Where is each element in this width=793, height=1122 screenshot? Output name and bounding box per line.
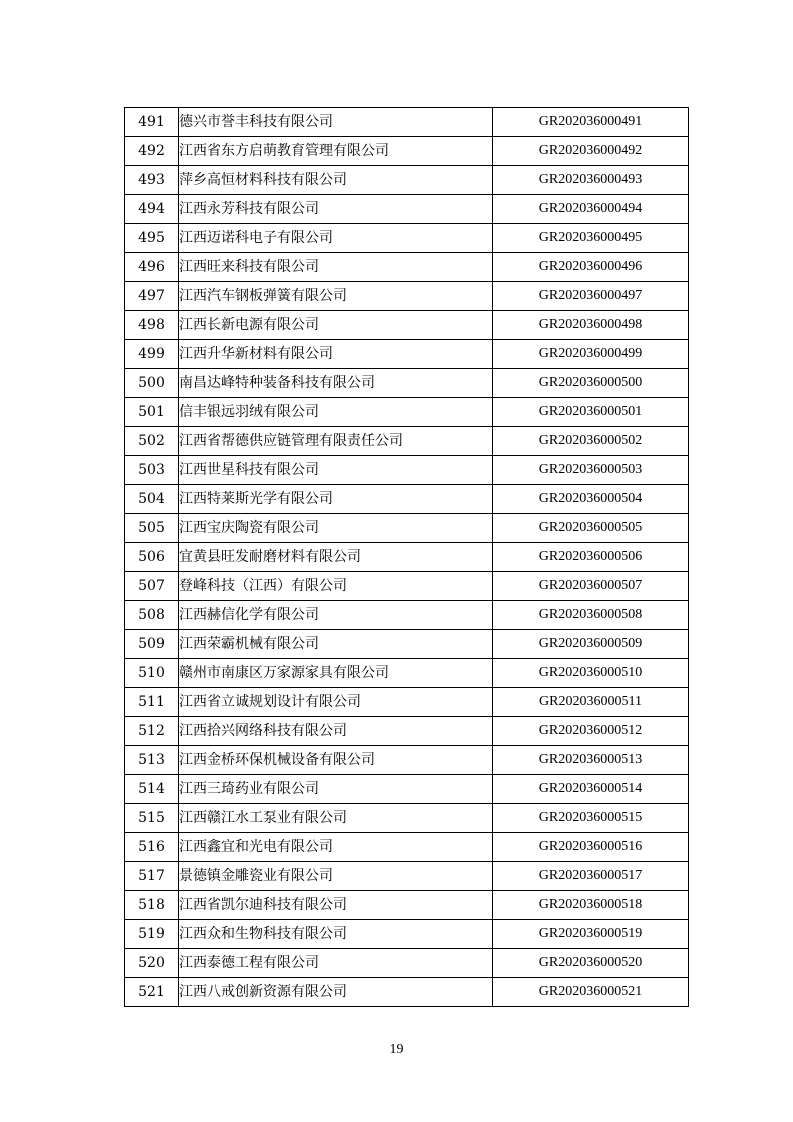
page-number: 19 [389, 1042, 404, 1057]
row-index: 517 [125, 862, 179, 891]
row-index: 498 [125, 311, 179, 340]
certificate-code: GR202036000516 [493, 833, 689, 862]
row-index: 499 [125, 340, 179, 369]
company-name: 信丰银远羽绒有限公司 [179, 398, 493, 427]
certificate-code: GR202036000491 [493, 108, 689, 137]
table-row [125, 340, 689, 369]
certificate-code: GR202036000518 [493, 891, 689, 920]
row-index: 505 [125, 514, 179, 543]
certificate-code: GR202036000520 [493, 949, 689, 978]
certificate-code: GR202036000501 [493, 398, 689, 427]
row-index: 515 [125, 804, 179, 833]
row-index: 495 [125, 224, 179, 253]
row-index: 518 [125, 891, 179, 920]
row-index: 503 [125, 456, 179, 485]
table-row [125, 920, 689, 949]
table-row [125, 108, 689, 137]
certificate-code: GR202036000506 [493, 543, 689, 572]
row-index: 514 [125, 775, 179, 804]
company-name: 景德镇金雕瓷业有限公司 [179, 862, 493, 891]
row-index: 510 [125, 659, 179, 688]
company-name: 宜黄县旺发耐磨材料有限公司 [179, 543, 493, 572]
table-row [125, 195, 689, 224]
table-row [125, 253, 689, 282]
row-index: 508 [125, 601, 179, 630]
company-name: 江西赣江水工泵业有限公司 [179, 804, 493, 833]
certificate-code: GR202036000515 [493, 804, 689, 833]
row-index: 494 [125, 195, 179, 224]
table-row [125, 485, 689, 514]
company-name: 江西金桥环保机械设备有限公司 [179, 746, 493, 775]
company-name: 江西世星科技有限公司 [179, 456, 493, 485]
table-row [125, 282, 689, 311]
company-name: 江西升华新材料有限公司 [179, 340, 493, 369]
table-row [125, 891, 689, 920]
company-name: 江西八戒创新资源有限公司 [179, 978, 493, 1007]
certificate-code: GR202036000492 [493, 137, 689, 166]
row-index: 519 [125, 920, 179, 949]
company-name: 江西宝庆陶瓷有限公司 [179, 514, 493, 543]
company-name: 江西旺来科技有限公司 [179, 253, 493, 282]
row-index: 496 [125, 253, 179, 282]
row-index: 493 [125, 166, 179, 195]
table-row [125, 311, 689, 340]
certificate-code: GR202036000505 [493, 514, 689, 543]
certificate-code: GR202036000497 [493, 282, 689, 311]
certificate-code: GR202036000496 [493, 253, 689, 282]
company-name: 江西鑫宜和光电有限公司 [179, 833, 493, 862]
table-row [125, 427, 689, 456]
row-index: 507 [125, 572, 179, 601]
certificate-code: GR202036000517 [493, 862, 689, 891]
row-index: 520 [125, 949, 179, 978]
certificate-code: GR202036000498 [493, 311, 689, 340]
row-index: 500 [125, 369, 179, 398]
row-index: 504 [125, 485, 179, 514]
company-list-table [124, 107, 689, 1007]
certificate-code: GR202036000500 [493, 369, 689, 398]
company-name: 江西特莱斯光学有限公司 [179, 485, 493, 514]
certificate-code: GR202036000510 [493, 659, 689, 688]
table-row [125, 572, 689, 601]
certificate-code: GR202036000509 [493, 630, 689, 659]
certificate-code: GR202036000502 [493, 427, 689, 456]
company-name: 江西长新电源有限公司 [179, 311, 493, 340]
company-name: 江西省立诚规划设计有限公司 [179, 688, 493, 717]
table-row [125, 630, 689, 659]
table-row [125, 166, 689, 195]
row-index: 501 [125, 398, 179, 427]
row-index: 516 [125, 833, 179, 862]
certificate-code: GR202036000494 [493, 195, 689, 224]
certificate-code: GR202036000512 [493, 717, 689, 746]
row-index: 497 [125, 282, 179, 311]
company-name: 江西迈诺科电子有限公司 [179, 224, 493, 253]
table-row [125, 137, 689, 166]
row-index: 502 [125, 427, 179, 456]
company-name: 江西省东方启萌教育管理有限公司 [179, 137, 493, 166]
row-index: 492 [125, 137, 179, 166]
table-row [125, 833, 689, 862]
certificate-code: GR202036000507 [493, 572, 689, 601]
company-name: 萍乡高恒材料科技有限公司 [179, 166, 493, 195]
certificate-code: GR202036000503 [493, 456, 689, 485]
company-name: 南昌达峰特种装备科技有限公司 [179, 369, 493, 398]
table-row [125, 746, 689, 775]
company-name: 江西三琦药业有限公司 [179, 775, 493, 804]
company-name: 江西拾兴网络科技有限公司 [179, 717, 493, 746]
certificate-code: GR202036000495 [493, 224, 689, 253]
table-row [125, 369, 689, 398]
certificate-code: GR202036000511 [493, 688, 689, 717]
table-row [125, 862, 689, 891]
certificate-code: GR202036000493 [493, 166, 689, 195]
table-row [125, 543, 689, 572]
row-index: 509 [125, 630, 179, 659]
certificate-code: GR202036000513 [493, 746, 689, 775]
company-name: 登峰科技（江西）有限公司 [179, 572, 493, 601]
company-name: 江西泰德工程有限公司 [179, 949, 493, 978]
table-row [125, 659, 689, 688]
table-row [125, 978, 689, 1007]
company-name: 德兴市誉丰科技有限公司 [179, 108, 493, 137]
company-name: 赣州市南康区万家源家具有限公司 [179, 659, 493, 688]
company-name: 江西省帮德供应链管理有限责任公司 [179, 427, 493, 456]
table-row [125, 224, 689, 253]
company-name: 江西赫信化学有限公司 [179, 601, 493, 630]
certificate-code: GR202036000519 [493, 920, 689, 949]
certificate-code: GR202036000508 [493, 601, 689, 630]
table-row [125, 514, 689, 543]
certificate-code: GR202036000521 [493, 978, 689, 1007]
certificate-code: GR202036000514 [493, 775, 689, 804]
table-row [125, 688, 689, 717]
table-row [125, 804, 689, 833]
table-row [125, 949, 689, 978]
row-index: 511 [125, 688, 179, 717]
company-name: 江西永芳科技有限公司 [179, 195, 493, 224]
company-name: 江西荣霸机械有限公司 [179, 630, 493, 659]
row-index: 491 [125, 108, 179, 137]
table-row [125, 717, 689, 746]
table-row [125, 601, 689, 630]
row-index: 512 [125, 717, 179, 746]
table-row [125, 775, 689, 804]
row-index: 506 [125, 543, 179, 572]
company-name: 江西汽车钢板弹簧有限公司 [179, 282, 493, 311]
company-name: 江西省凯尔迪科技有限公司 [179, 891, 493, 920]
certificate-code: GR202036000504 [493, 485, 689, 514]
certificate-code: GR202036000499 [493, 340, 689, 369]
row-index: 521 [125, 978, 179, 1007]
company-name: 江西众和生物科技有限公司 [179, 920, 493, 949]
table-body [125, 108, 689, 1007]
table-row [125, 456, 689, 485]
row-index: 513 [125, 746, 179, 775]
table-row [125, 398, 689, 427]
